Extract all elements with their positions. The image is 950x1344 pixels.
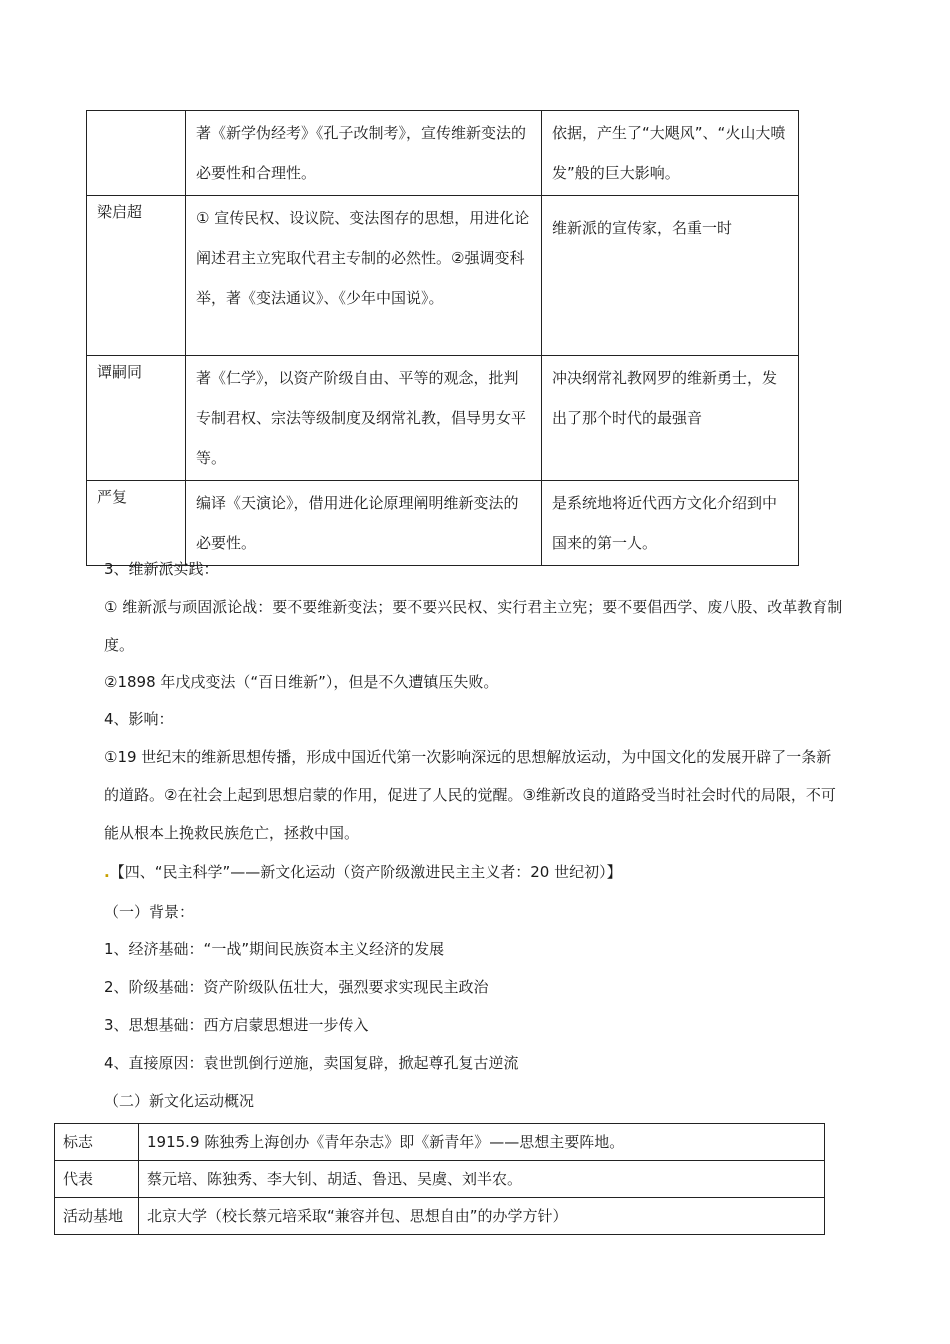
background-item: 1、经济基础：“一战”期间民族资本主义经济的发展 — [104, 940, 445, 958]
row-key: 标志 — [55, 1124, 139, 1161]
row-value: 北京大学（校长蔡元培采取“兼容并包、思想自由”的办学方针） — [139, 1198, 825, 1235]
reformer-name — [87, 111, 186, 196]
reformer-content: 编译《天演论》，借用进化论原理阐明维新变法的必要性。 — [186, 481, 542, 566]
section3-heading: 3、维新派实践： — [104, 560, 219, 578]
section3-item2: ②1898 年戊戌变法（“百日维新”），但是不久遭镇压失败。 — [104, 673, 499, 691]
table-row — [55, 1198, 825, 1235]
reformer-name: 严复 — [87, 481, 186, 566]
table-row — [55, 1124, 825, 1161]
reformer-name: 梁启超 — [87, 196, 186, 356]
background-item: 4、直接原因：袁世凯倒行逆施，卖国复辟，掀起尊孔复古逆流 — [104, 1054, 519, 1072]
new-culture-table — [54, 1123, 825, 1235]
reformer-content: 著《仁学》，以资产阶级自由、平等的观念，批判专制君权、宗法等级制度及纲常礼教，倡导男女平等。 — [186, 356, 542, 481]
row-value: 1915.9 陈独秀上海创办《青年杂志》即《新青年》——思想主要阵地。 — [139, 1124, 825, 1161]
reformer-content-text: ① 宣传民权、设议院、变法图存的思想，用进化论阐述君主立宪取代君主专制的必然性。②强调变科举，著《变法通议》、《少年中国说》。 — [196, 209, 530, 307]
reformer-evaluation-text: 维新派的宣传家，名重一时 — [552, 219, 733, 237]
table-row — [87, 111, 799, 196]
reformer-content — [186, 196, 542, 356]
reformer-name: 谭嗣同 — [87, 356, 186, 481]
row-value: 蔡元培、陈独秀、李大钊、胡适、鲁迅、吴虞、刘半农。 — [139, 1161, 825, 1198]
table-row — [87, 356, 799, 481]
row-key: 活动基地 — [55, 1198, 139, 1235]
background-item: 3、思想基础：西方启蒙思想进一步传入 — [104, 1016, 369, 1034]
section3-item1: ① 维新派与顽固派论战：要不要维新变法；要不要兴民权、实行君主立宪；要不要倡西学、废八股、改革教育制度。 — [104, 598, 843, 654]
table-row — [87, 196, 799, 356]
part4-title: 【四、“民主科学”——新文化运动（资产阶级激进民主主义者：20 世纪初）】 — [109, 863, 622, 881]
section4-text: ①19 世纪末的维新思想传播，形成中国近代第一次影响深远的思想解放运动，为中国文化的发展开辟了一条新的道路。②在社会上起到思想启蒙的作用，促进了人民的觉醒。③维新改良的道路受当时社会时代的局限，不可能从根本上挽救民族危亡，拯救中国。 — [104, 748, 836, 842]
table-row — [55, 1161, 825, 1198]
reformer-evaluation: 冲决纲常礼教网罗的维新勇士，发出了那个时代的最强音 — [542, 356, 799, 481]
reformer-evaluation: 依据，产生了“大飓风”、“火山大喷发”般的巨大影响。 — [542, 111, 799, 196]
table-row — [87, 481, 799, 566]
section4-heading: 4、影响： — [104, 710, 174, 728]
reformer-evaluation — [542, 196, 799, 356]
bullet-dot: . — [104, 863, 110, 881]
reformer-evaluation: 是系统地将近代西方文化介绍到中国来的第一人。 — [542, 481, 799, 566]
background-heading: （一）背景： — [104, 903, 195, 921]
overview-heading: （二）新文化运动概况 — [104, 1092, 255, 1110]
background-item: 2、阶级基础：资产阶级队伍壮大，强烈要求实现民主政治 — [104, 978, 489, 996]
reformer-content: 著《新学伪经考》《孔子改制考》，宣传维新变法的必要性和合理性。 — [186, 111, 542, 196]
row-key: 代表 — [55, 1161, 139, 1198]
reformers-table — [86, 110, 799, 566]
part4-title-line — [104, 860, 622, 884]
